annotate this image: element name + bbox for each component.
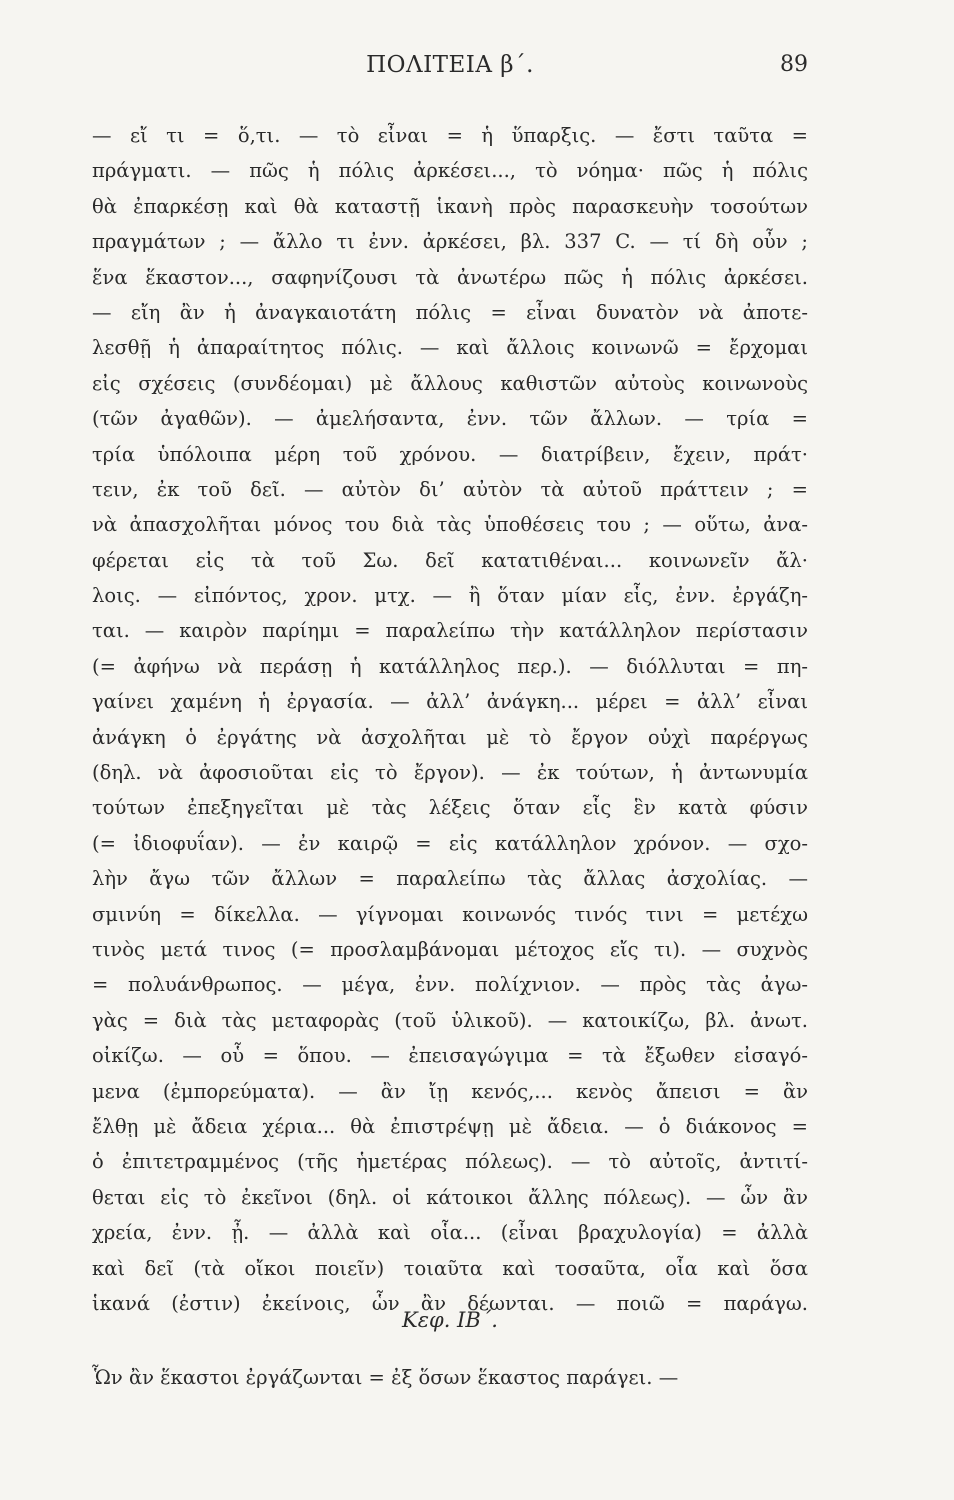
text-line: θεται εἰς τὸ ἐκεῖνοι (δηλ. οἱ κάτοικοι ἄλλης πόλεως). — ὧν ἂν <box>92 1185 808 1209</box>
text-line: θὰ ἐπαρκέσῃ καὶ θὰ καταστῇ ἱκανὴ πρὸς παρασκευὴν τοσούτων <box>92 194 808 218</box>
text-line: οἰκίζω. — οὗ = ὅπου. — ἐπεισαγώγιμα = τὰ ἔξωθεν εἰσαγό- <box>92 1044 808 1068</box>
text-line: ἱκανά (ἐστιν) ἐκείνοις, ὧν ἂν δέωνται. — ποιῶ = παράγω. <box>92 1291 808 1315</box>
text-line: ὁ ἐπιτετραμμένος (τῆς ἡμετέρας πόλεως). — τὸ αὐτοῖς, ἀντιτί- <box>92 1150 808 1174</box>
text-line: σμινύη = δίκελλα. — γίγνομαι κοινωνός τινός τινι = μετέχω <box>92 902 808 926</box>
commentary-text <box>92 118 808 1321</box>
text-line: ται. — καιρὸν παρίημι = παραλείπω τὴν κατάλληλον περίστασιν <box>92 619 808 643</box>
text-line: τειν, ἐκ τοῦ δεῖ. — αὐτὸν δι’ αὐτὸν τὰ αὐτοῦ πράττειν ; = <box>92 477 808 501</box>
text-line: γαίνει χαμένη ἡ ἐργασία. — ἀλλ’ ἀνάγκη... μέρει = ἀλλ’ εἶναι <box>92 690 808 714</box>
text-line: Ὧν ἂν ἕκαστοι ἐργάζωνται = ἐξ ὅσων ἕκαστος παράγει. — <box>92 1366 679 1389</box>
closing-text <box>92 1360 808 1395</box>
text-line: (= ἰδιοφυΐαν). — ἐν καιρῷ = εἰς κατάλληλον χρόνον. — σχο- <box>92 831 808 855</box>
text-line: γὰς = διὰ τὰς μεταφορὰς (τοῦ ὑλικοῦ). — κατοικίζω, βλ. ἀνωτ. <box>92 1008 808 1032</box>
text-line: (δηλ. νὰ ἀφοσιοῦται εἰς τὸ ἔργον). — ἐκ τούτων, ἡ ἀντωνυμία <box>92 761 808 785</box>
page-number: 89 <box>780 52 808 77</box>
text-line: λὴν ἄγω τῶν ἄλλων = παραλείπω τὰς ἄλλας ἀσχολίας. — <box>92 867 808 891</box>
text-line: μενα (ἐμπορεύματα). — ἂν ἴῃ κενός,... κενὸς ἄπεισι = ἂν <box>92 1079 808 1103</box>
page-header <box>92 52 808 92</box>
text-line: (= ἀφήνω νὰ περάσῃ ἡ κατάλληλος περ.). — διόλλυται = πη- <box>92 654 808 678</box>
text-line: τινὸς μετά τινος (= προσλαμβάνομαι μέτοχος εἴς τι). — συχνὸς <box>92 937 808 961</box>
text-line: = πολυάνθρωπος. — μέγα, ἐνν. πολίχνιον. — πρὸς τὰς ἀγω- <box>92 973 808 997</box>
text-line: νὰ ἀπασχολῆται μόνος του διὰ τὰς ὑποθέσεις του ; — οὕτω, ἀνα- <box>92 513 808 537</box>
text-line: πραγμάτων ; — ἄλλο τι ἐνν. ἀρκέσει, βλ. 337 C. — τί δὴ οὖν ; <box>92 230 808 254</box>
text-line: φέρεται εἰς τὰ τοῦ Σω. δεῖ κατατιθέναι... κοινωνεῖν ἄλ· <box>92 548 808 572</box>
text-line: ἀνάγκη ὁ ἐργάτης νὰ ἀσχολῆται μὲ τὸ ἔργον οὐχὶ παρέργως <box>92 725 808 749</box>
text-line: εἰς σχέσεις (συνδέομαι) μὲ ἄλλους καθιστῶν αὐτοὺς κοινωνοὺς <box>92 371 808 395</box>
text-line: (τῶν ἀγαθῶν). — ἀμελήσαντα, ἐνν. τῶν ἄλλων. — τρία = <box>92 407 808 431</box>
running-title: ΠΟΛΙΤΕΙΑ β΄. <box>366 52 534 78</box>
text-line: — εἴη ἂν ἡ ἀναγκαιοτάτη πόλις = εἶναι δυνατὸν νὰ ἀποτε- <box>92 300 808 324</box>
text-line: λοις. — εἰπόντος, χρον. μτχ. — ἢ ὅταν μίαν εἷς, ἐνν. ἐργάζη- <box>92 584 808 608</box>
chapter-heading: Κεφ. ΙΒ΄. <box>402 1308 498 1332</box>
text-line: — εἴ τι = ὅ,τι. — τὸ εἶναι = ἡ ὕπαρξις. — ἔστι ταῦτα = <box>92 124 808 147</box>
text-line: λεσθῇ ἡ ἀπαραίτητος πόλις. — καὶ ἄλλοις κοινωνῶ = ἔρχομαι <box>92 336 808 360</box>
text-line: ἔλθῃ μὲ ἄδεια χέρια... θὰ ἐπιστρέψῃ μὲ ἄδεια. — ὁ διάκονος = <box>92 1114 808 1138</box>
text-line: τρία ὑπόλοιπα μέρη τοῦ χρόνου. — διατρίβειν, ἔχειν, πράτ· <box>92 442 808 466</box>
text-line: τούτων ἐπεξηγεῖται μὲ τὰς λέξεις ὅταν εἷς ἓν κατὰ φύσιν <box>92 796 808 820</box>
text-line: χρεία, ἐνν. ᾖ. — ἀλλὰ καὶ οἷα... (εἶναι βραχυλογία) = ἀλλὰ <box>92 1221 808 1245</box>
text-line: πράγματι. — πῶς ἡ πόλις ἀρκέσει..., τὸ νόημα· πῶς ἡ πόλις <box>92 159 808 183</box>
text-line: καὶ δεῖ (τὰ οἴκοι ποιεῖν) τοιαῦτα καὶ τοσαῦτα, οἷα καὶ ὅσα <box>92 1256 808 1280</box>
text-line: ἕνα ἕκαστον..., σαφηνίζουσι τὰ ἀνωτέρω πῶς ἡ πόλις ἀρκέσει. <box>92 265 808 289</box>
